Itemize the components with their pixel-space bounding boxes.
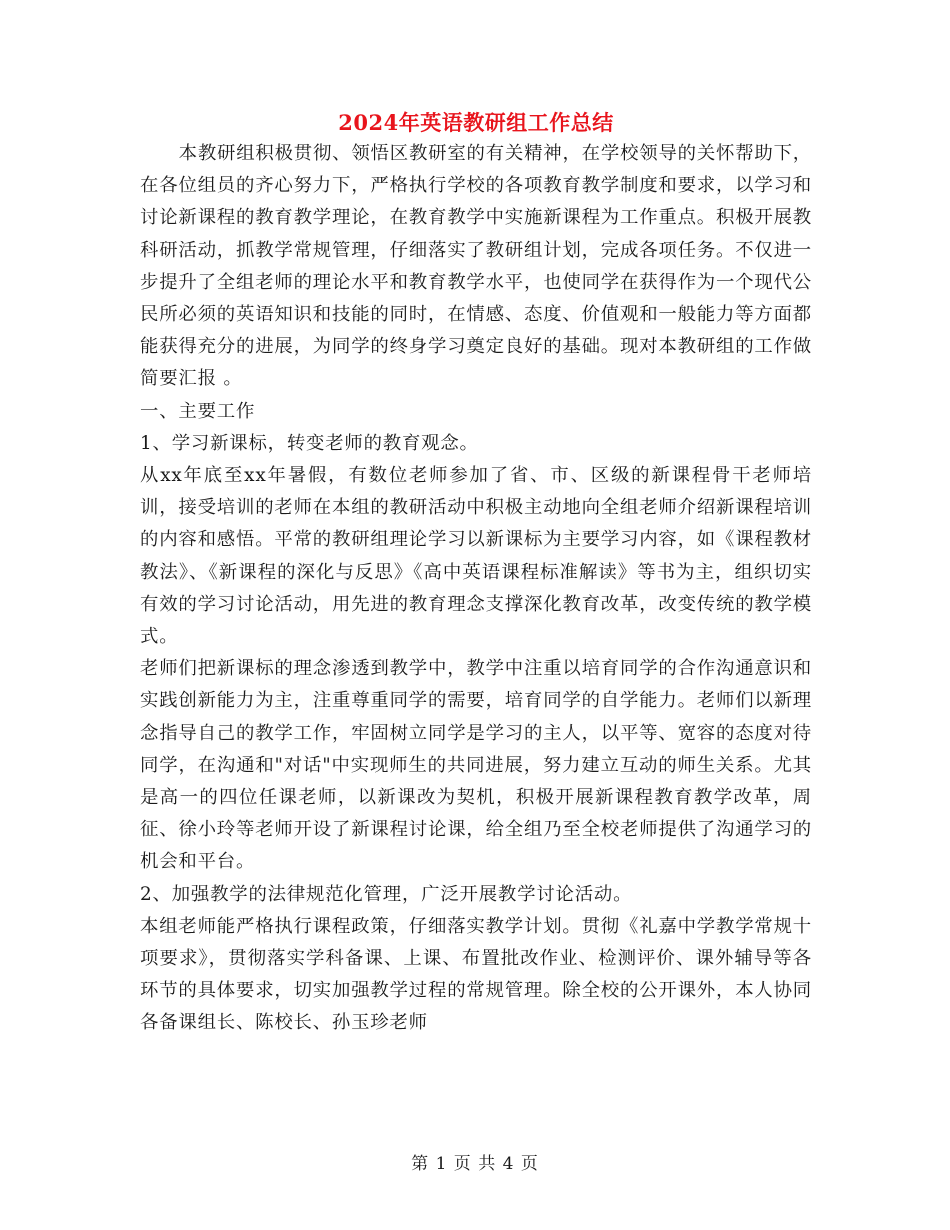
paragraph-training: 从xx年底至xx年暑假，有数位老师参加了省、市、区级的新课程骨干老师培训，接受培训的老师在本组的教研活动中积极主动地向全组老师介绍新课程培训的内容和感悟。平常的教研组理论学习以新课标为主要学习内容，如《课程教材教法》、《新课程的深化与反思》《高中英语课程标准解读》等书为主，组织切实有效的学习讨论活动，用先进的教育理念支撑深化教育改革，改变传统的教学模式。 bbox=[140, 465, 812, 648]
subheading-teaching-management: 2、加强教学的法律规范化管理，广泛开展教学讨论活动。 bbox=[140, 883, 633, 905]
section-heading-main-work: 一、主要工作 bbox=[140, 400, 256, 422]
document-title: 2024年英语教研组工作总结 bbox=[338, 110, 614, 135]
page-footer: 第 1 页 共 4 页 bbox=[411, 1154, 539, 1174]
paragraph-management: 本组老师能严格执行课程政策，仔细落实教学计划。贯彻《礼嘉中学教学常规十项要求》，贯彻落实学科备课、上课、布置批改作业、检测评价、课外辅导等各环节的具体要求，切实加强教学过程的常规管理。除全校的公开课外，本人协同各备课组长、陈校长、孙玉珍老师 bbox=[140, 915, 812, 1034]
subheading-new-curriculum: 1、学习新课标，转变老师的教育观念。 bbox=[140, 432, 479, 454]
paragraph-teaching-concepts: 老师们把新课标的理念渗透到教学中，教学中注重以培育同学的合作沟通意识和实践创新能力为主，注重尊重同学的需要，培育同学的自学能力。老师们以新理念指导自己的教学工作，牢固树立同学是学习的主人，以平等、宽容的态度对待同学，在沟通和"对话"中实现师生的共同进展，努力建立互动的师生关系。尤其是高一的四位任课老师，以新课改为契机，积极开展新课程教育教学改革，周征、徐小玲等老师开设了新课程讨论课，给全组乃至全校老师提供了沟通学习的机会和平台。 bbox=[140, 658, 812, 873]
paragraph-intro: 本教研组积极贯彻、领悟区教研室的有关精神，在学校领导的关怀帮助下，在各位组员的齐心努力下，严格执行学校的各项教育教学制度和要求，以学习和讨论新课程的教育教学理论，在教育教学中实施新课程为工作重点。积极开展教科研活动，抓教学常规管理，仔细落实了教研组计划，完成各项任务。不仅进一步提升了全组老师的理论水平和教育教学水平，也使同学在获得作为一个现代公民所必须的英语知识和技能的同时，在情感、态度、价值观和一般能力等方面都能获得充分的进展，为同学的终身学习奠定良好的基础。现对本教研组的工作做简要汇报 。 bbox=[140, 143, 812, 390]
document-body bbox=[140, 138, 812, 1040]
document-page bbox=[140, 108, 812, 1040]
